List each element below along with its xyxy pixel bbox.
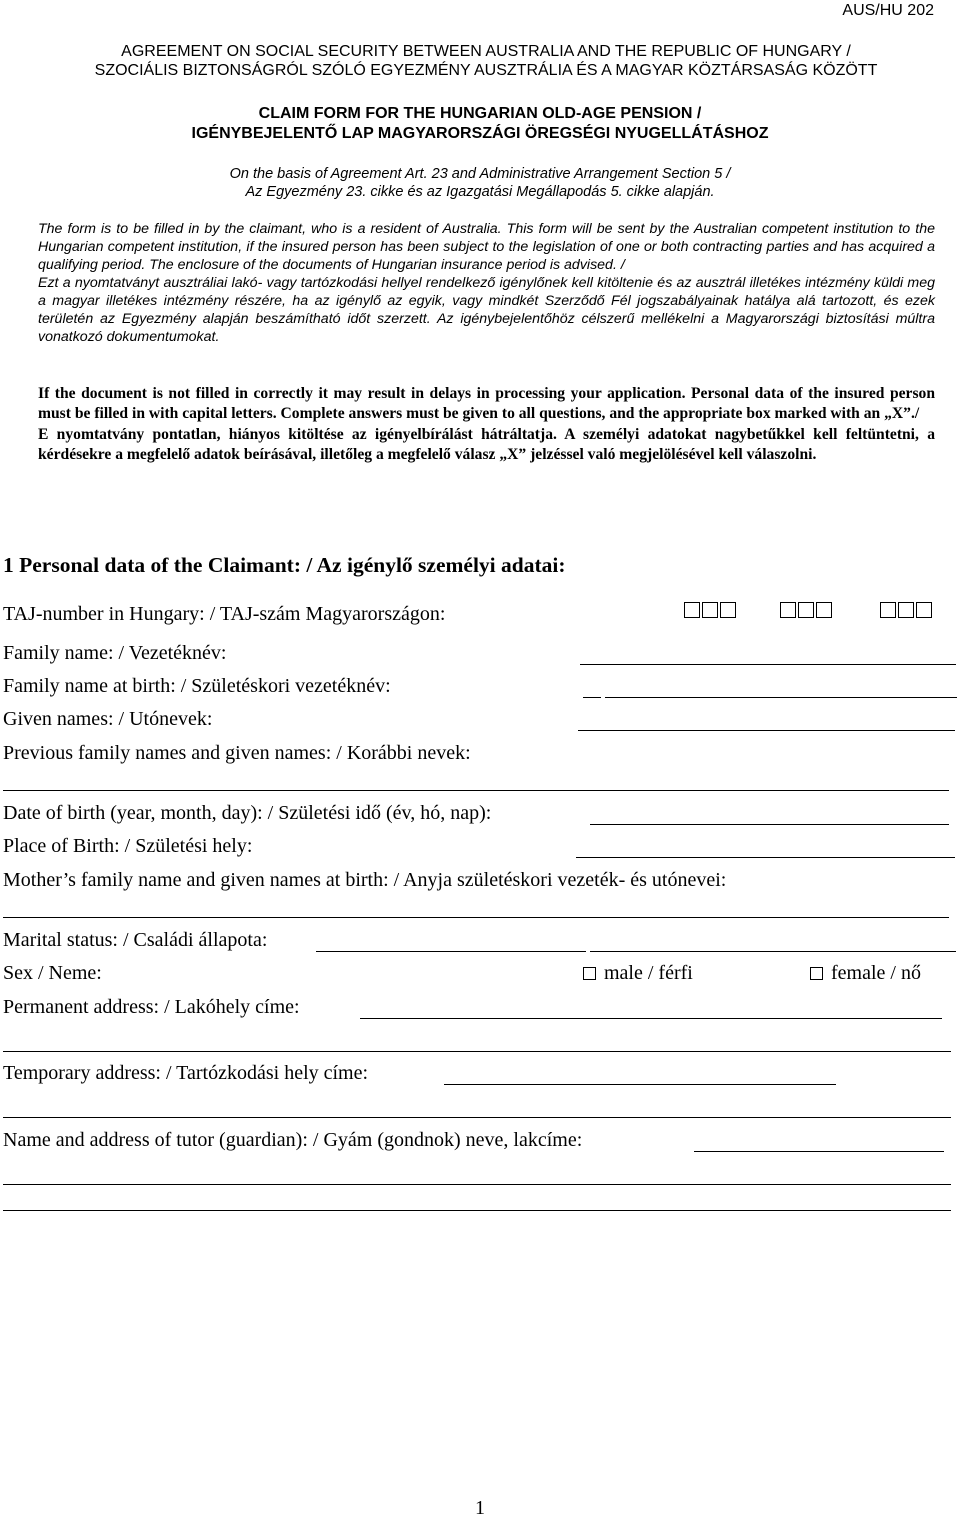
taj-digit-box[interactable] [720,602,736,618]
taj-group-2 [780,602,832,618]
taj-digit-box[interactable] [684,602,700,618]
marital-status-field-a[interactable] [316,951,586,952]
family-name-birth-field[interactable] [605,697,957,698]
male-checkbox[interactable] [583,967,596,980]
intro-text [38,220,935,346]
sex-label: Sex / Neme: [3,962,102,984]
temporary-address-field-2[interactable] [3,1117,951,1118]
form-title-en: CLAIM FORM FOR THE HUNGARIAN OLD-AGE PENSION / [258,105,702,122]
given-names-label: Given names: / Utónevek: [3,708,213,730]
tutor-field-2[interactable] [3,1184,951,1185]
warning-hu: E nyomtatvány pontatlan, hiányos kitöltése az igényelbírálást hátráltatja. A személyi adatokat nagybetűkkel kell feltüntetni, a kérdésekre a megfelelő adatok beírásával, illetőleg a megfelelő válasz „X” jelzéssel való megjelölésével kell válaszolni. [38,425,935,464]
taj-digit-box[interactable] [798,602,814,618]
basis-en: On the basis of Agreement Art. 23 and Administrative Arrangement Section 5 / [229,166,731,182]
tutor-label: Name and address of tutor (guardian): / Gyám (gondnok) neve, lakcíme: [3,1129,583,1151]
dob-label: Date of birth (year, month, day): / Születési idő (év, hó, nap): [3,802,492,824]
taj-digit-box[interactable] [916,602,932,618]
taj-label: TAJ-number in Hungary: / TAJ-szám Magyarországon: [3,603,446,625]
tutor-field[interactable] [694,1151,944,1152]
taj-digit-box[interactable] [816,602,832,618]
taj-digit-box[interactable] [880,602,896,618]
warning-en: If the document is not filled in correctly it may result in delays in processing your application. Personal data of the insured person must be filled in with capital letters. Complete answers must be given to all questions, and the appropriate box marked with an „X”./ [38,385,935,423]
tutor-field-3[interactable] [3,1210,951,1211]
given-names-field[interactable] [578,730,955,731]
warning-text [38,384,935,466]
basis-hu: Az Egyezmény 23. cikke és az Igazgatási Megállapodás 5. cikke alapján. [245,184,715,200]
temporary-address-label: Temporary address: / Tartózkodási hely címe: [3,1062,369,1084]
previous-names-field[interactable] [3,790,949,791]
taj-digit-box[interactable] [702,602,718,618]
permanent-address-field-2[interactable] [3,1051,951,1052]
female-checkbox[interactable] [810,967,823,980]
agreement-title-en: AGREEMENT ON SOCIAL SECURITY BETWEEN AUSTRALIA AND THE REPUBLIC OF HUNGARY / [121,43,851,60]
taj-number-boxes[interactable] [684,602,960,620]
form-title-hu: IGÉNYBEJELENTŐ LAP MAGYARORSZÁGI ÖREGSÉGI NYUGELLÁTÁSHOZ [191,125,769,142]
marital-status-field-b[interactable] [590,951,956,952]
section-1-title: 1 Personal data of the Claimant: / Az igénylő személyi adatai: [3,553,566,577]
taj-digit-box[interactable] [898,602,914,618]
family-name-birth-field-prefix [583,697,601,698]
mother-name-label: Mother’s family name and given names at birth: / Anyja születéskori vezeték- és utónevei: [3,869,727,891]
page-number: 1 [475,1497,485,1519]
family-name-field[interactable] [580,664,956,665]
document-code: AUS/HU 202 [842,2,934,19]
family-name-birth-label: Family name at birth: / Születéskori vezetéknév: [3,675,391,697]
mother-name-field[interactable] [3,917,949,918]
taj-group-3 [880,602,932,618]
sex-option-female[interactable] [810,962,921,985]
intro-hu: Ezt a nyomtatványt ausztráliai lakó- vagy tartózkodási hellyel rendelkező igénylőnek kell kitöltenie és az ausztrál illetékes intézmény küldi meg a magyar illetékes intézmény részére, ha az igénylő az egyik, vagy mindkét Szerződő Fél jogszabályainak hatálya alá tartozott, és ezek területén az Egyezmény alapján beszámítható időt szerzett. Az igénybejelentőhöz célszerű mellékelni a Magyarországi biztosítási múltra vonatkozó dokumentumokat. [38,275,935,345]
place-of-birth-field[interactable] [576,857,955,858]
family-name-label: Family name: / Vezetéknév: [3,642,227,664]
permanent-address-label: Permanent address: / Lakóhely címe: [3,996,300,1018]
taj-group-1 [684,602,736,618]
female-label: female / nő [831,962,921,984]
previous-names-label: Previous family names and given names: / Korábbi nevek: [3,742,471,764]
temporary-address-field[interactable] [444,1084,836,1085]
place-of-birth-label: Place of Birth: / Születési hely: [3,835,253,857]
marital-status-label: Marital status: / Családi állapota: [3,929,268,951]
sex-option-male[interactable] [583,962,693,985]
intro-en: The form is to be filled in by the claimant, who is a resident of Australia. This form will be sent by the Australian competent institution to the Hungarian competent institution, if the insured person has been subject to the legislation of one or both contracting parties and has acquired a qualifying period. The enclosure of the documents of Hungarian insurance period is advised. / [38,221,935,273]
agreement-title-hu: SZOCIÁLIS BIZTONSÁGRÓL SZÓLÓ EGYEZMÉNY AUSZTRÁLIA ÉS A MAGYAR KÖZTÁRSASÁG KÖZÖTT [94,62,878,79]
dob-field[interactable] [590,824,949,825]
permanent-address-field[interactable] [360,1018,942,1019]
male-label: male / férfi [604,962,693,984]
taj-digit-box[interactable] [780,602,796,618]
